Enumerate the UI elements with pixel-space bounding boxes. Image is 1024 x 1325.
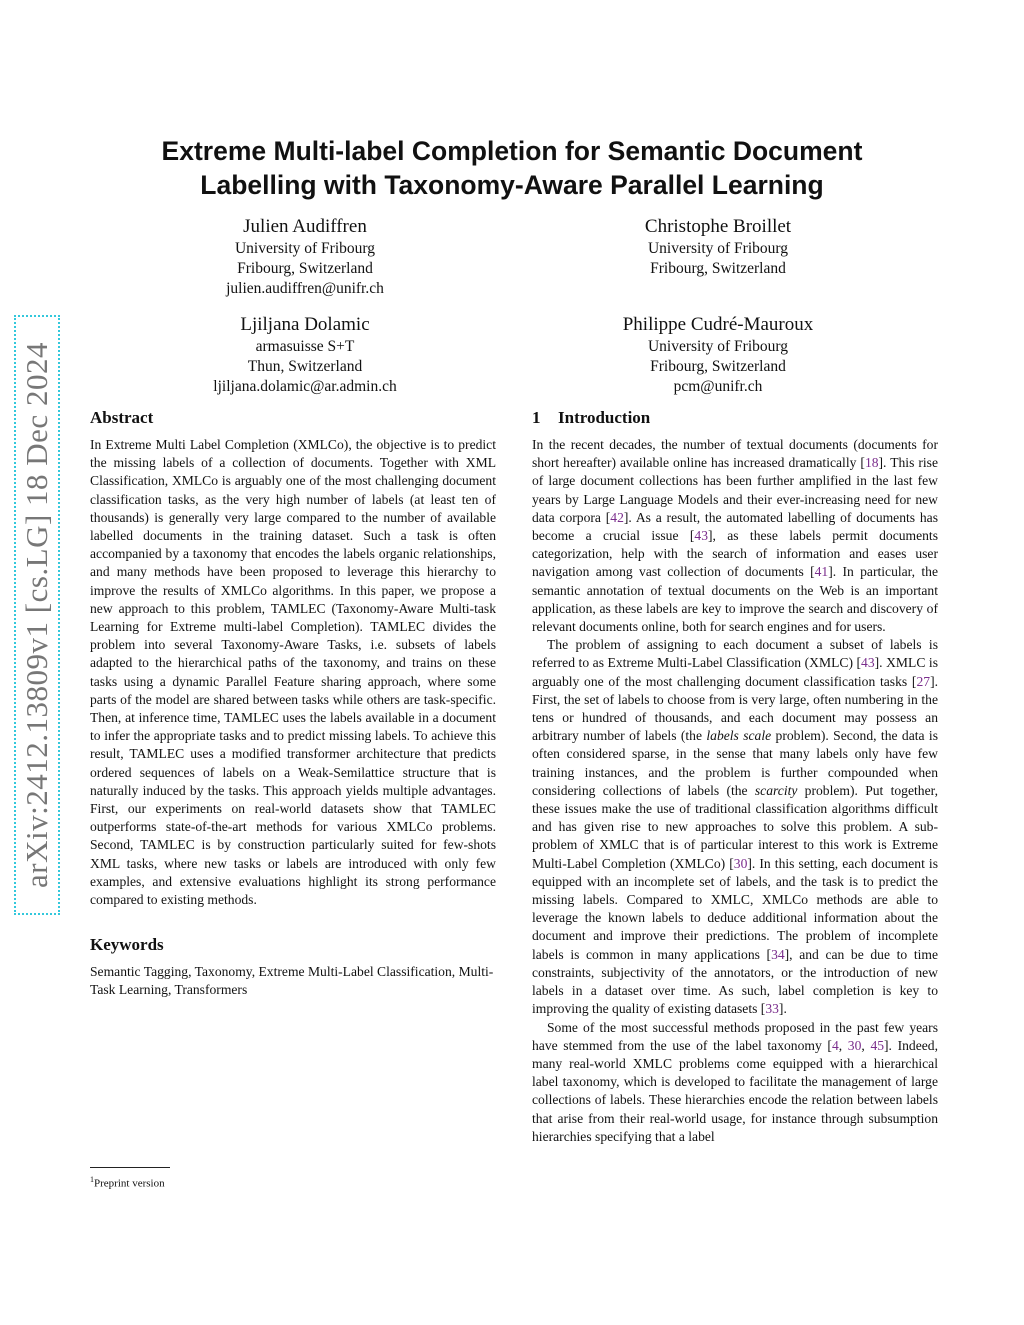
author-block [548, 215, 888, 279]
citation-link[interactable]: 41 [814, 564, 829, 580]
intro-paragraph-2: The problem of assigning to each document a subset of labels is referred to as Extreme Multi-Label Classification (XMLC) [43]. XMLC is arguably one of the most challenging document classification tasks [27]. First, the set of labels to choose from is very large, often numbering in the tens or hundred of thousands, and each document may possess an arbitrary number of labels (the labels scale problem). Second, the data is often considered sparse, in the sense that many labels only have few training instances, and the problem is further compounded when considering collections of labels (the scarcity problem). Put together, these issues make the use of traditional classification algorithms difficult and has given rise to new approaches to solve this problem. A sub-problem of XMLC that is of particular interest to this work is Extreme Multi-Label Completion (XMLCo) [30]. In this setting, each document is equipped with an incomplete set of labels, and the task is to predict the missing labels. Compared to XMLC, XMLCo methods are able to leverage the known labels to deduce additional information about the document and improve their predictions. The problem of incomplete labels is common in many applications [34], and can be due to time constraints, subjectivity of the annotators, or the introduction of new labels in a dataset over time. As such, label completion is key to improving the quality of existing datasets [33]. [532, 637, 939, 1017]
footnote-text: Preprint version [94, 1177, 165, 1190]
keywords-heading: Keywords [90, 935, 164, 955]
introduction-heading [532, 406, 938, 430]
author-name: Julien Audiffren [243, 216, 367, 237]
citation-link[interactable]: 43 [694, 528, 708, 544]
citation-link[interactable]: 27 [916, 673, 931, 689]
author-block [135, 215, 475, 299]
author-affiliation: University of Fribourg [647, 240, 789, 257]
author-block [135, 313, 475, 397]
section-title: Introduction [558, 408, 651, 427]
author-name: Philippe Cudré-Mauroux [622, 314, 814, 335]
intro-paragraph-1: In the recent decades, the number of textual documents (documents for short hereafter) available online has increased dramatically [18]. This rise of large document collections has been further amplified in the last few years by Large Language Models and their ever-increasing need for new data corpora [42]. As a result, the automated labelling of documents has become a crucial issue [43], as these labels permit documents categorization, help with the search of information and eases user navigation among vast collection of documents [41]. In particular, the semantic annotation of textual documents on the Web is an important application, as these labels are key to improve the search and discovery of relevant documents online, both for search engines and for users. [532, 437, 939, 635]
footnote-divider [90, 1167, 170, 1168]
citation-link[interactable]: 30 [847, 1037, 862, 1053]
citation-link[interactable]: 43 [861, 655, 875, 671]
citation-link[interactable]: 42 [610, 509, 624, 525]
citation-link[interactable]: 34 [771, 946, 785, 962]
author-email[interactable]: pcm@unifr.ch [673, 378, 763, 395]
author-block [548, 313, 888, 397]
arxiv-identifier: arXiv:2412.13809v1 [cs.LG] 18 Dec 2024 [19, 342, 54, 888]
author-location: Thun, Switzerland [247, 358, 363, 375]
left-column [90, 406, 496, 1000]
section-number: 1 [532, 408, 541, 427]
right-column [532, 406, 938, 1146]
author-location: Fribourg, Switzerland [650, 358, 786, 375]
citation-link[interactable]: 30 [733, 855, 748, 871]
author-location: Fribourg, Switzerland [237, 260, 373, 277]
author-name: Ljiljana Dolamic [240, 314, 370, 335]
author-affiliation: University of Fribourg [647, 338, 789, 355]
author-email[interactable]: ljiljana.dolamic@ar.admin.ch [213, 378, 397, 395]
citation-link[interactable]: 4 [831, 1037, 839, 1053]
footnote [90, 1173, 165, 1191]
arxiv-stamp [14, 315, 60, 915]
author-affiliation: armasuisse S+T [255, 338, 355, 355]
author-name: Christophe Broillet [644, 216, 792, 237]
abstract-text: In Extreme Multi Label Completion (XMLCo), the objective is to predict the missing labels of a collection of documents. Together with XML Classification, XMLCo is arguably one of the most challenging document classification tasks, as the very high number of labels (at least ten of thousands) is generally very large compared to the number of available labelled documents in the training dataset. Such a task is often accompanied by a taxonomy that encodes the labels organic relationships, and many methods have been proposed to leverage this hierarchy to improve the results of XMLCo algorithms. In this paper, we propose a new approach to this problem, TAMLEC (Taxonomy-Aware Multi-task Learning for Extreme multi-label Completion). TAMLEC divides the problem into several Taxonomy-Aware Tasks, i.e. subsets of labels adapted to the hierarchical paths of the taxonomy, and trains on these tasks using a dynamic Parallel Feature sharing approach, where some parts of the model are shared between tasks while others are task-specific. Then, at inference time, TAMLEC uses the labels available in a document to infer the appropriate tasks and to predict missing labels. To achieve this result, TAMLEC uses a modified transformer architecture that predicts ordered sequences of labels on a Weak-Semilattice structure that is naturally induced by the tasks. This approach yields multiple advantages. First, our experiments on real-world datasets show that TAMLEC outperforms state-of-the-art methods for various XMLCo problems. Second, TAMLEC is by construction particularly suited for few-shots XML tasks, where new tasks or labels are introduced with only few examples, and extensive evaluations highlight its strong performance compared to existing methods. [90, 437, 496, 908]
citation-link[interactable]: 33 [765, 1001, 779, 1017]
paper-title: Extreme Multi-label Completion for Semantic Document Labelling with Taxonomy-Aware Parallel Learning [161, 136, 863, 200]
citation-link[interactable]: 18 [864, 455, 879, 471]
abstract-heading: Abstract [90, 408, 154, 427]
citation-link[interactable]: 45 [870, 1037, 885, 1053]
footnote-mark: 1 [90, 1175, 94, 1184]
author-email[interactable]: julien.audiffren@unifr.ch [226, 280, 384, 297]
intro-paragraph-3: Some of the most successful methods proposed in the past few years have stemmed from the use of the label taxonomy [4, 30, 45]. Indeed, many real-world XMLC problems come equipped with a hierarchical label taxonomy, which is developed to facilitate the management of large collections of labels. These hierarchies encode the relation between labels that arise from their real-world usage, for instance through subsumption hierarchies specifying that a label [532, 1019, 938, 1144]
keywords-text: Semantic Tagging, Taxonomy, Extreme Multi-Label Classification, Multi-Task Learning, Transformers [90, 964, 494, 998]
author-location: Fribourg, Switzerland [650, 260, 786, 277]
author-affiliation: University of Fribourg [234, 240, 376, 257]
